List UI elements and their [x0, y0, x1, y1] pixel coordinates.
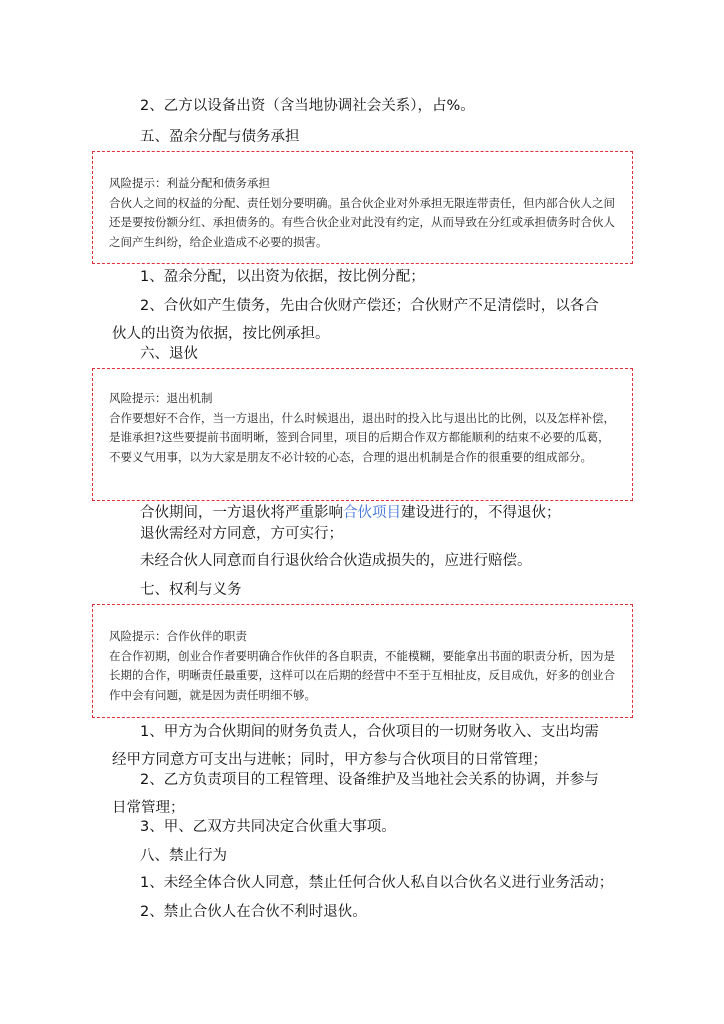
section-heading-5: 五、盈余分配与债务承担	[140, 129, 300, 145]
risk-box-body: 在合作初期，创业合作者要明确合作伙伴的各自职责，不能模糊，要能拿出书面的职责分析，因为是长期的合作，明晰责任最重要，这样可以在后期的经营中不至于互相扯皮，反目成仇，好多的创业合作中会有问题，就是因为责任明细不够。	[109, 648, 615, 702]
risk-box-body: 合作要想好不合作，当一方退出，什么时候退出，退出时的投入比与退出比的比例，以及怎样补偿，是谁承担?这些要提前书面明晰，签到合同里，项目的后期合作双方都能顺利的结束不必要的瓜葛，不要义气用事，以为大家是朋友不必计较的心态，合理的退出机制是合作的很重要的组成部分。	[109, 410, 615, 464]
clause-no-private-business: 1、未经全体合伙人同意，禁止任何合伙人私自以合伙名义进行业务活动；	[140, 875, 614, 891]
risk-box-title: 风险提示：退出机制	[109, 391, 213, 405]
risk-box-profit	[92, 151, 633, 264]
clause-debt-bearing: 2、合伙如产生债务，先由合伙财产偿还；合伙财产不足清偿时，以各合伙人的出资为依据，按比例承担。	[112, 298, 599, 342]
clause-text: 建设进行的，不得退伙；	[401, 505, 561, 521]
clause-party-a-duties: 1、甲方为合伙期间的财务负责人，合伙项目的一切财务收入、支出均需经甲方同意方可支出与进帐；同时，甲方参与合伙项目的日常管理；	[112, 724, 599, 768]
partnership-project-link[interactable]: 合伙项目	[343, 505, 401, 521]
clause-text: 合伙期间，一方退伙将严重影响	[140, 505, 343, 521]
risk-box-title: 风险提示：利益分配和债务承担	[109, 176, 270, 190]
clause-withdrawal-consent: 退伙需经对方同意，方可实行；	[140, 526, 343, 542]
risk-box-body: 合伙人之间的权益的分配、责任划分要明确。虽合伙企业对外承担无限连带责任，但内部合伙人之间还是要按份额分红、承担债务的。有些合伙企业对此没有约定，从而导致在分红或承担债务时合伙人之间产生纠纷，给企业造成不必要的损害。	[109, 195, 615, 249]
risk-box-title: 风险提示：合作伙伴的职责	[109, 629, 247, 643]
risk-box-exit	[92, 368, 633, 501]
section-heading-6: 六、退伙	[140, 346, 198, 362]
clause-equipment-contribution: 2、乙方以设备出资（含当地协调社会关系），占%。	[140, 98, 475, 114]
clause-no-withdrawal	[140, 503, 561, 523]
clause-joint-decision: 3、甲、乙双方共同决定合伙重大事项。	[140, 819, 396, 835]
clause-party-b-duties: 2、乙方负责项目的工程管理、设备维护及当地社会关系的协调，并参与日常管理；	[112, 772, 599, 816]
clause-withdrawal-compensation: 未经合伙人同意而自行退伙给合伙造成损失的，应进行赔偿。	[140, 553, 532, 569]
clause-no-withdrawal-adverse: 2、禁止合伙人在合伙不利时退伙。	[140, 904, 367, 920]
section-heading-8: 八、禁止行为	[140, 848, 227, 864]
clause-profit-distribution: 1、盈余分配，以出资为依据，按比例分配；	[140, 269, 425, 285]
section-heading-7: 七、权利与义务	[140, 582, 242, 598]
risk-box-duty	[92, 604, 633, 718]
